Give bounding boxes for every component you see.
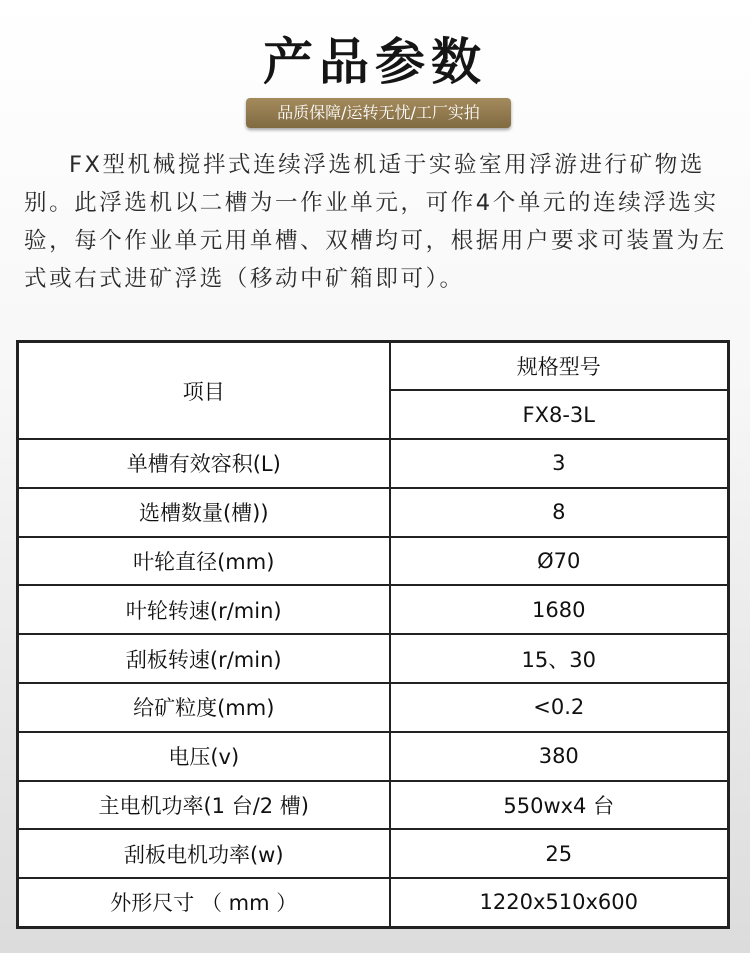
row-label: 刮板转速(r/min) (18, 634, 390, 683)
row-value: 1680 (390, 585, 729, 634)
table-row (18, 781, 729, 830)
row-label: 主电机功率(1 台/2 槽) (18, 781, 390, 830)
row-value: 3 (390, 439, 729, 488)
row-label: 叶轮直径(mm) (18, 537, 390, 586)
table-row (18, 683, 729, 732)
row-label: 电压(v) (18, 732, 390, 781)
row-label: 刮板电机功率(w) (18, 829, 390, 878)
table-row (18, 634, 729, 683)
page-title: 产品参数 (263, 33, 487, 91)
row-value: 15、30 (390, 634, 729, 683)
row-label: 给矿粒度(mm) (18, 683, 390, 732)
row-value: <0.2 (390, 683, 729, 732)
table-header-row (18, 342, 729, 391)
table-row (18, 537, 729, 586)
table-row (18, 439, 729, 488)
table-row (18, 829, 729, 878)
row-value: 550wx4 台 (390, 781, 729, 830)
row-value: 8 (390, 488, 729, 537)
row-label: 外形尺寸 （ mm ） (18, 878, 390, 927)
spec-table (16, 340, 730, 929)
item-header-cell: 项目 (18, 342, 390, 440)
row-value: 380 (390, 732, 729, 781)
table-row (18, 732, 729, 781)
product-description: FX型机械搅拌式连续浮选机适于实验室用浮游进行矿物选别。此浮选机以二槽为一作业单元，可作4个单元的连续浮选实验，每个作业单元用单槽、双槽均可，根据用户要求可装置为左式或右式进矿浮选（移动中矿箱即可）。 (24, 152, 727, 292)
row-value: 1220x510x600 (390, 878, 729, 927)
table-row (18, 585, 729, 634)
model-cell: FX8-3L (390, 390, 729, 439)
quality-badge: 品质保障/运转无忧/工厂实拍 (246, 98, 511, 128)
row-label: 单槽有效容积(L) (18, 439, 390, 488)
table-row (18, 488, 729, 537)
row-label: 叶轮转速(r/min) (18, 585, 390, 634)
row-value: Ø70 (390, 537, 729, 586)
row-value: 25 (390, 829, 729, 878)
row-label: 选槽数量(槽)) (18, 488, 390, 537)
spec-header-cell: 规格型号 (390, 342, 729, 391)
table-row (18, 878, 729, 927)
